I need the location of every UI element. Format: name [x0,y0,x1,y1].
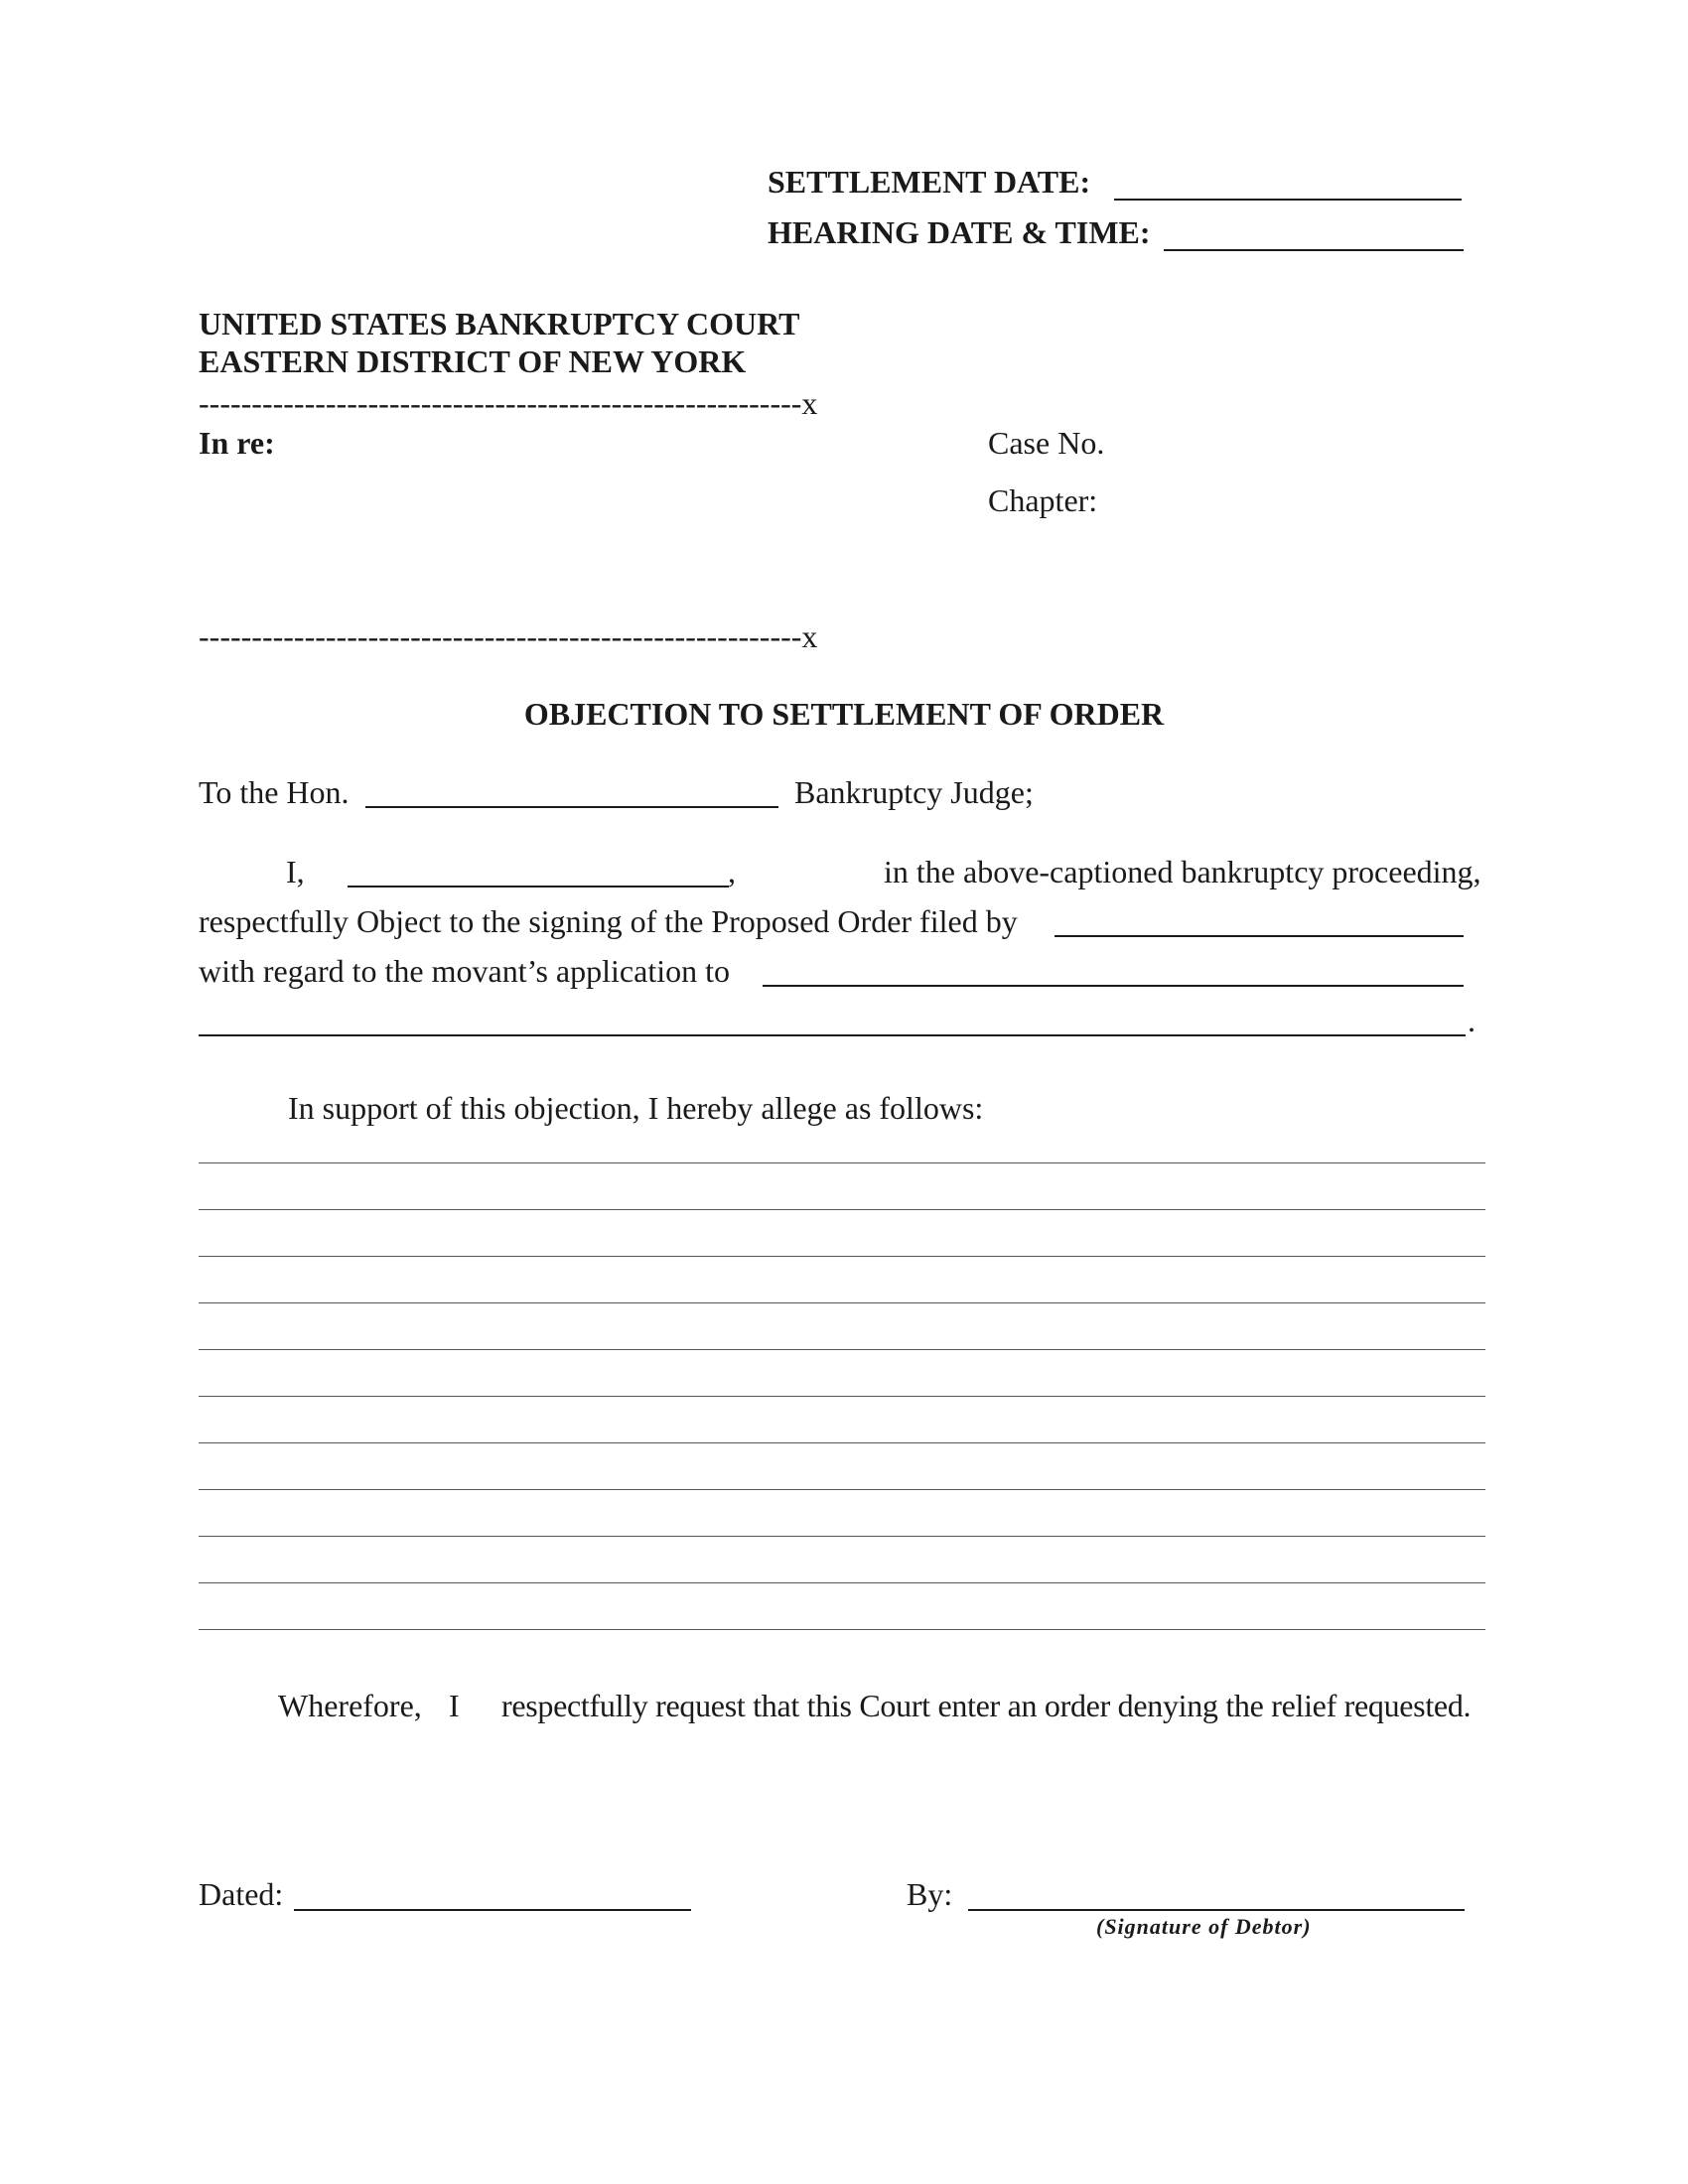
wherefore-lead: Wherefore, [278,1688,422,1723]
salutation-suffix: Bankruptcy Judge; [794,774,1034,810]
body-line1-tail: in the above-captioned bankruptcy proceeding, [884,854,1481,889]
support-line[interactable] [199,1209,1485,1210]
by-label: By: [907,1876,953,1912]
body-i-label: I, [286,854,305,889]
support-line[interactable] [199,1396,1485,1397]
dated-label: Dated: [199,1876,284,1912]
support-line[interactable] [199,1489,1485,1490]
case-no-label: Case No. [988,425,1105,461]
hearing-date-time-field[interactable] [1164,249,1464,251]
body-line4-end: . [1468,1003,1476,1038]
chapter-label: Chapter: [988,482,1098,518]
application-purpose-field[interactable] [763,985,1464,987]
settlement-date-field[interactable] [1114,199,1462,201]
support-line[interactable] [199,1536,1485,1537]
support-line[interactable] [199,1162,1485,1163]
wherefore-rest: respectfully request that this Court enter an order denying the relief requested. [501,1688,1472,1723]
caption-divider-bottom: ---------------------------------------------------------x [199,618,818,654]
wherefore-pronoun: I [449,1688,460,1723]
signature-field[interactable] [968,1909,1465,1911]
document-title: OBJECTION TO SETTLEMENT OF ORDER [523,696,1165,732]
judge-name-field[interactable] [365,806,778,808]
in-re-label: In re: [199,425,275,461]
settlement-date-label: SETTLEMENT DATE: [768,164,1091,200]
body-line3: with regard to the movant’s application to [199,953,730,989]
body-line2: respectfully Object to the signing of the Proposed Order filed by [199,903,1018,939]
support-line[interactable] [199,1302,1485,1303]
support-line[interactable] [199,1582,1485,1583]
hearing-date-time-label: HEARING DATE & TIME: [768,214,1151,250]
support-line[interactable] [199,1349,1485,1350]
objector-name-field[interactable] [348,886,729,887]
body-comma: , [728,854,736,889]
support-intro: In support of this objection, I hereby allege as follows: [288,1090,984,1126]
support-line[interactable] [199,1442,1485,1443]
dated-field[interactable] [294,1909,691,1911]
support-line[interactable] [199,1629,1485,1630]
court-name: UNITED STATES BANKRUPTCY COURT [199,306,800,341]
support-line[interactable] [199,1256,1485,1257]
salutation-prefix: To the Hon. [199,774,350,810]
signature-caption: (Signature of Debtor) [1096,1914,1312,1939]
application-purpose-field-continued[interactable] [199,1034,1466,1036]
court-district: EASTERN DISTRICT OF NEW YORK [199,343,747,379]
proposed-order-filer-field[interactable] [1055,935,1464,937]
caption-divider-top: ---------------------------------------------------------x [199,385,818,421]
